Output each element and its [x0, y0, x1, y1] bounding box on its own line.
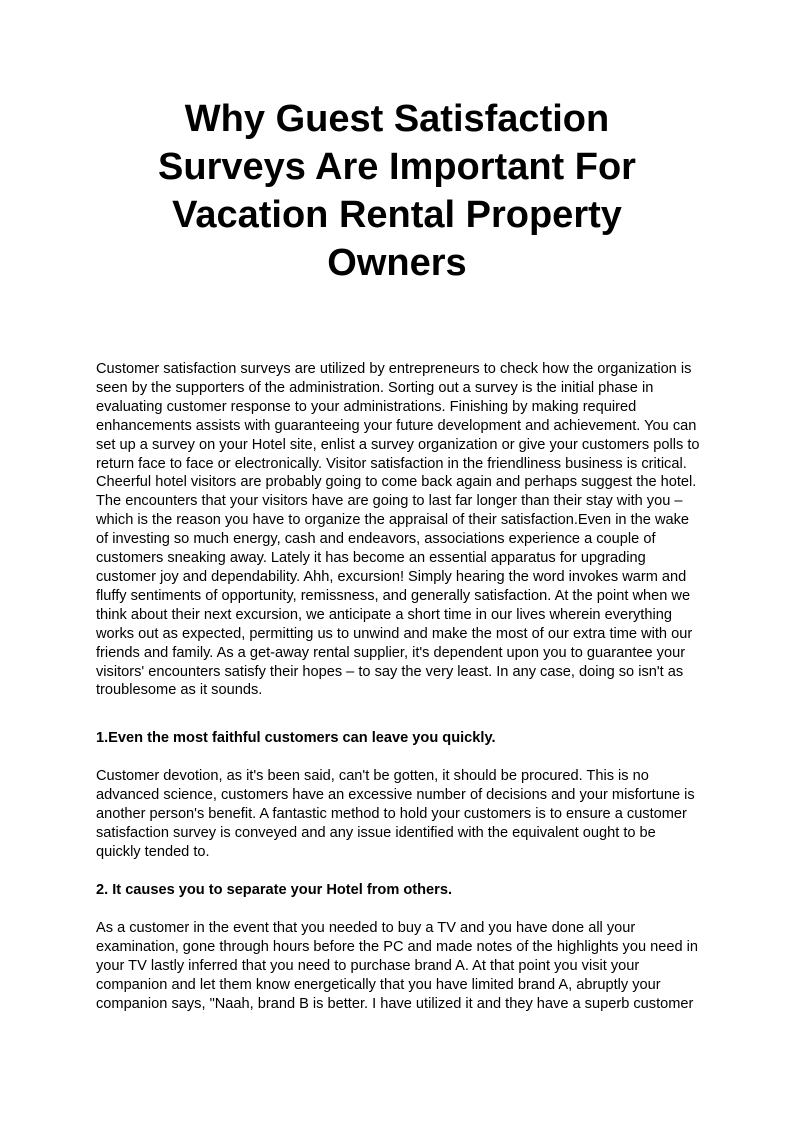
title-line: Vacation Rental Property — [172, 194, 622, 236]
section-paragraph-2: As a customer in the event that you needed to buy a TV and you have done all your examination, gone through hours before the PC and made notes of the highlights you need in your TV lastly inferred that you need to purchase brand A. At that point you visit your companion and let them know energetically that you have limited brand A, abruptly your companion says, "Naah, brand B is better. I have utilized it and they have a superb customer — [96, 920, 698, 1012]
title-line: Owners — [327, 242, 467, 284]
title-line: Why Guest Satisfaction — [184, 98, 610, 140]
section-paragraph-1: Customer devotion, as it's been said, can't be gotten, it should be procured. This is no advanced science, customers have an excessive number of decisions and your misfortune is another person's benefit. A fantastic method to hold your customers is to ensure a customer satisfaction survey is conveyed and any issue identified with the equivalent ought to be quickly tended to. — [96, 768, 695, 860]
intro-paragraph: Customer satisfaction surveys are utilized by entrepreneurs to check how the organization is seen by the supporters of the administration. Sorting out a survey is the initial phase in evaluating customer response to your administrations. Finishing by making required enhancements assists with guaranteeing your future development and achievement. You can set up a survey on your Hotel site, enlist a survey organization or give your customers polls to return face to face or electronically. Visitor satisfaction in the friendliness business is critical. Cheerful hotel visitors are probably going to come back again and perhaps suggest the hotel. The encounters that your visitors have are going to last far longer than their stay with you – which is the reason you have to organize the appraisal of their satisfaction.Even in the wake of investing so much energy, cash and endeavors, associations experience a couple of customers sneaking away. Lately it has become an essential apparatus for upgrading customer joy and dependability. Ahh, excursion! Simply hearing the word invokes warm and fluffy sentiments of opportunity, remissness, and generally satisfaction. At the point when we think about their next excursion, we anticipate a short time in our lives wherein everything works out as expected, permitting us to unwind and make the most of our extra time with our friends and family. As a get-away rental supplier, it's dependent upon you to guarantee your visitors' encounters satisfy their hopes – to say the very least. In any case, doing so isn't as troublesome as it sounds. — [96, 361, 700, 699]
section-heading-1: 1.Even the most faithful customers can leave you quickly. — [96, 730, 496, 746]
document-title — [96, 95, 698, 287]
section-heading-2: 2. It causes you to separate your Hotel from others. — [96, 882, 453, 898]
title-line: Surveys Are Important For — [158, 146, 636, 188]
